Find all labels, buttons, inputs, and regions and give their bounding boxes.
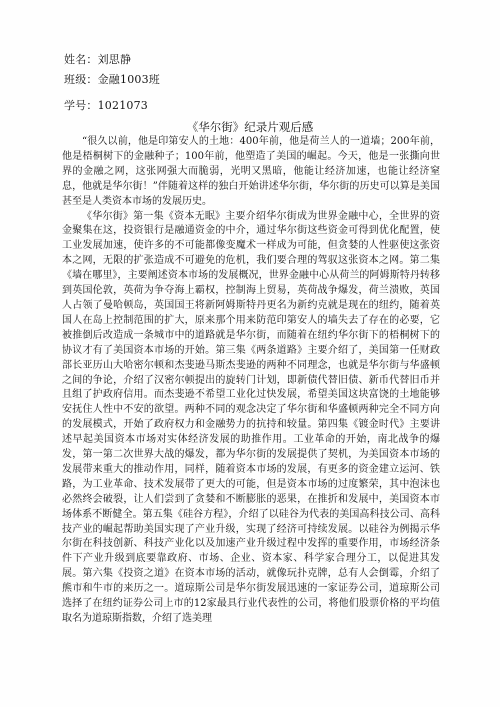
student-name: 姓名：刘思静: [64, 53, 132, 66]
document-body: [62, 135, 440, 627]
document-title: 《华尔街》纪录片观后感: [186, 120, 314, 134]
paragraph-episodes: 《华尔街》第一集《资本无眠》主要介绍华尔街成为世界金融中心，全世界的资金聚集在这，投资银行是融通资金的中介，通过华尔街这些资金可得到优化配置，使工业发展加速，使许多的不可能都像变魔术一样成为可能，但贪婪的人性驱使这张资本之网，无限的扩张造成不可避免的危机，我们要合理的驾驭这张资本之网。第二集《墙在哪里》，主要阐述资本市场的发展概况，世界金融中心从荷兰的阿姆斯特丹转移到英国伦敦，英荷为争夺海上霸权，控制海上贸易，英荷战争爆发，荷兰溃败，英国人占领了曼哈顿岛，英国国王将新阿姆斯特丹更名为新约克就是现在的纽约，随着英国人在岛上控制范围的扩大，原来那个用来防范印第安人的墙失去了存在的必要，它被推倒后改造成一条城市中的道路就是华尔街，而随着在纽约华尔街下的梧桐树下的协议才有了美国资本市场的开始。第三集《两条道路》主要介绍了，美国第一任财政部长亚历山大哈密尔顿和杰斐逊马斯杰斐逊的两种不同理念，也就是华尔街与华盛顿之间的争论，介绍了汉密尔顿提出的旋转门计划，即新债代替旧债、新币代替旧币并且组了护政府信用。而杰斐逊不希望工业化过快发展，希望美国这块富饶的土地能够安抚住人性中不安的欲望。两种不同的观念决定了华尔街和华盛顿两种完全不同方向的发展模式，开始了政府权力和金融势力的抗持和较量。第四集《镀金时代》主要讲述早起美国资本市场对实体经济发展的助推作用。工业革命的开始，南北战争的爆发，第一第二次世界大战的爆发，都为华尔街的发展提供了契机，为美国资本市场的发展带来重大的推动作用，同样，随着资本市场的发展，有更多的资金建立运河、铁路，为工业革命、技术发展带了更大的可能，但是资本市场的过度繁荣，其中泡沫也必然终会破裂，让人们尝到了贪婪和不断膨胀的恶果，在推折和发展中，美国资本市场体系不断健全。第五集《硅谷方程》，介绍了以硅谷为代表的美国高科技公司、高科技产业的崛起帮助美国实现了产业升级，实现了经济可持续发展。以硅谷为例揭示华尔街在科技创新、科技产业化以及加速产业升级过程中发挥的重要作用，市场经济条件下产业升级到底要靠政府、市场、企业、资本家、科学家合理分工，以促进其发展。第六集《投资之道》在资本市场的活动，就像玩扑克牌，总有人会倒霉，介绍了熊市和牛市的来历之一。道琼斯公司是华尔街发展迅速的一家证券公司，道琼斯公司选择了在纽约证券公司上市的12家最具行业代表性的公司，将他们股票价格的平均值取名为道琼斯指数，介绍了选美理: [62, 210, 440, 624]
student-class: 班级：金融1003班: [64, 73, 160, 86]
paragraph-intro: “很久以前，他是印第安人的土地：400年前，他是荷兰人的一道墙；200年前，他是梧桐树下的金融种子；100年前，他塑造了美国的崛起。今天，他是一张撕向世界的金融之网，这张网强大而脆弱，光明又黑暗，他能让经济加速，也能让经济窒息，他就是华尔街！”伴随着这样的独白开始讲述华尔街，华尔街的历史可以算是美国甚至是人类资本市场的发展历史。: [62, 136, 440, 207]
student-id: 学号：1021073: [64, 99, 148, 112]
